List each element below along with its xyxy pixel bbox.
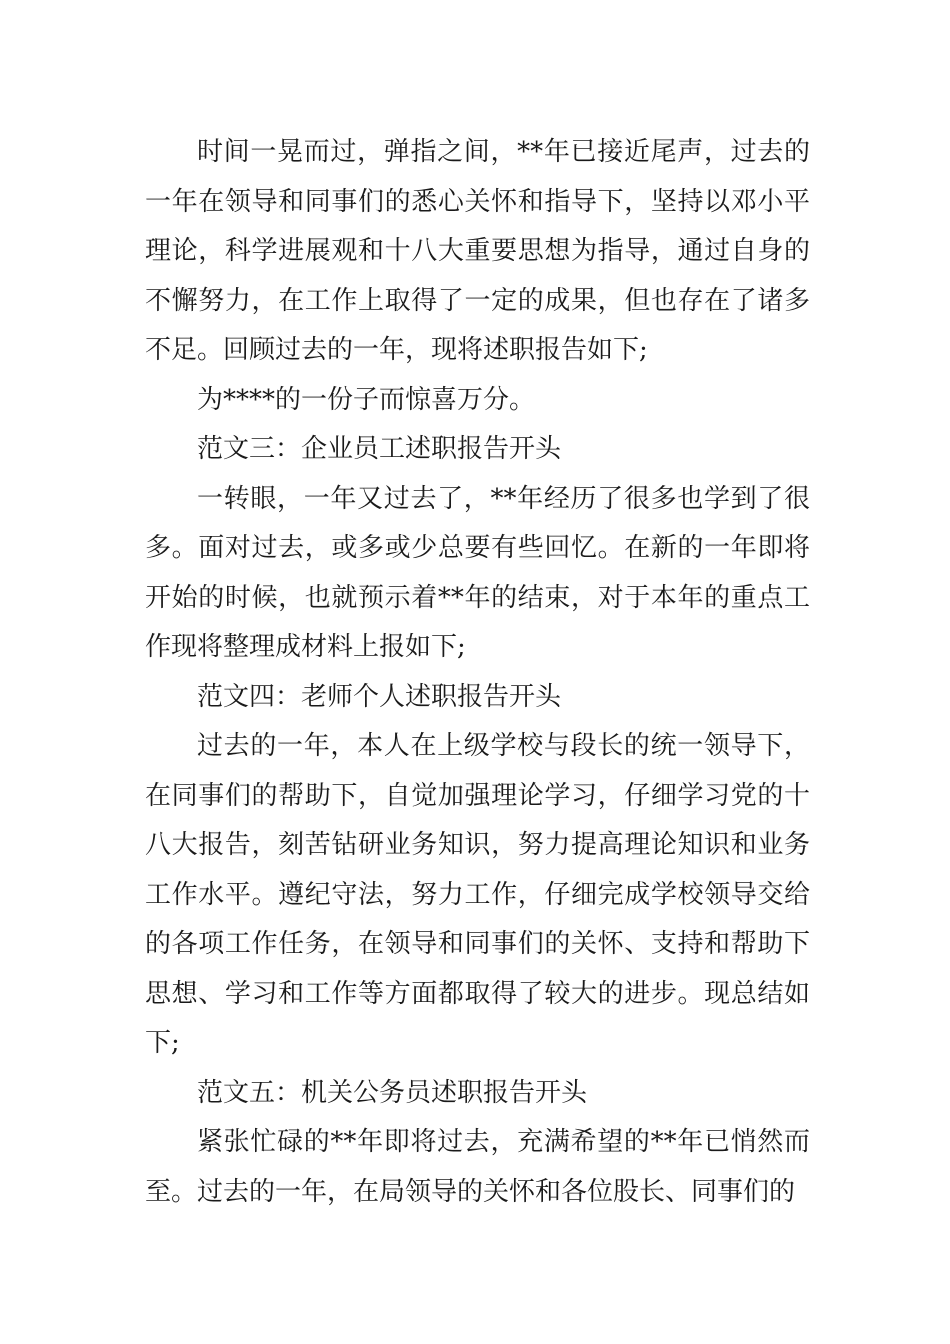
text-line: 作现将整理成材料上报如下;	[145, 632, 466, 662]
text-line: 思想、学习和工作等方面都取得了较大的进步。现总结如	[145, 978, 810, 1009]
text-line: 范文五：机关公务员述职报告开头	[197, 1077, 588, 1108]
text-line: 多。面对过去，或多或少总要有些回忆。在新的一年即将	[145, 533, 810, 563]
text-line: 至。过去的一年，在局领导的关怀和各位股长、同事们的	[145, 1176, 796, 1207]
section-heading	[145, 425, 810, 475]
text-line: 理论，科学进展观和十八大重要思想为指导，通过自身的	[145, 236, 810, 266]
paragraph	[145, 475, 810, 673]
text-line: 过去的一年，本人在上级学校与段长的统一领导下，	[197, 731, 810, 761]
text-line: 一转眼，一年又过去了，**年经历了很多也学到了很	[197, 483, 810, 514]
paragraph	[145, 1118, 810, 1217]
text-line: 范文三：企业员工述职报告开头	[197, 434, 562, 464]
text-line: 紧张忙碌的**年即将过去，充满希望的**年已悄然而	[197, 1127, 810, 1157]
text-line: 下;	[145, 1028, 180, 1058]
section-heading	[145, 673, 810, 723]
text-line: 范文四：老师个人述职报告开头	[197, 681, 562, 712]
text-line: 不足。回顾过去的一年，现将述职报告如下;	[145, 335, 648, 365]
text-line: 在同事们的帮助下，自觉加强理论学习，仔细学习党的十	[145, 780, 810, 811]
text-line: 开始的时候，也就预示着**年的结束，对于本年的重点工	[145, 582, 810, 613]
paragraph	[145, 376, 810, 426]
text-line: 八大报告，刻苦钻研业务知识，努力提高理论知识和业务	[145, 830, 810, 860]
section-heading	[145, 1069, 810, 1119]
text-line: 工作水平。遵纪守法，努力工作，仔细完成学校领导交给	[145, 879, 810, 910]
paragraph	[145, 128, 810, 376]
text-line: 时间一晃而过，弹指之间，**年已接近尾声，过去的	[197, 137, 810, 167]
text-line: 一年在领导和同事们的悉心关怀和指导下，坚持以邓小平	[145, 186, 810, 217]
text-line: 为****的一份子而惊喜万分。	[197, 384, 536, 415]
text-line: 的各项工作任务，在领导和同事们的关怀、支持和帮助下	[145, 929, 810, 959]
paragraph	[145, 722, 810, 1069]
text-line: 不懈努力，在工作上取得了一定的成果，但也存在了诸多	[145, 285, 810, 316]
document-body	[145, 128, 810, 1217]
